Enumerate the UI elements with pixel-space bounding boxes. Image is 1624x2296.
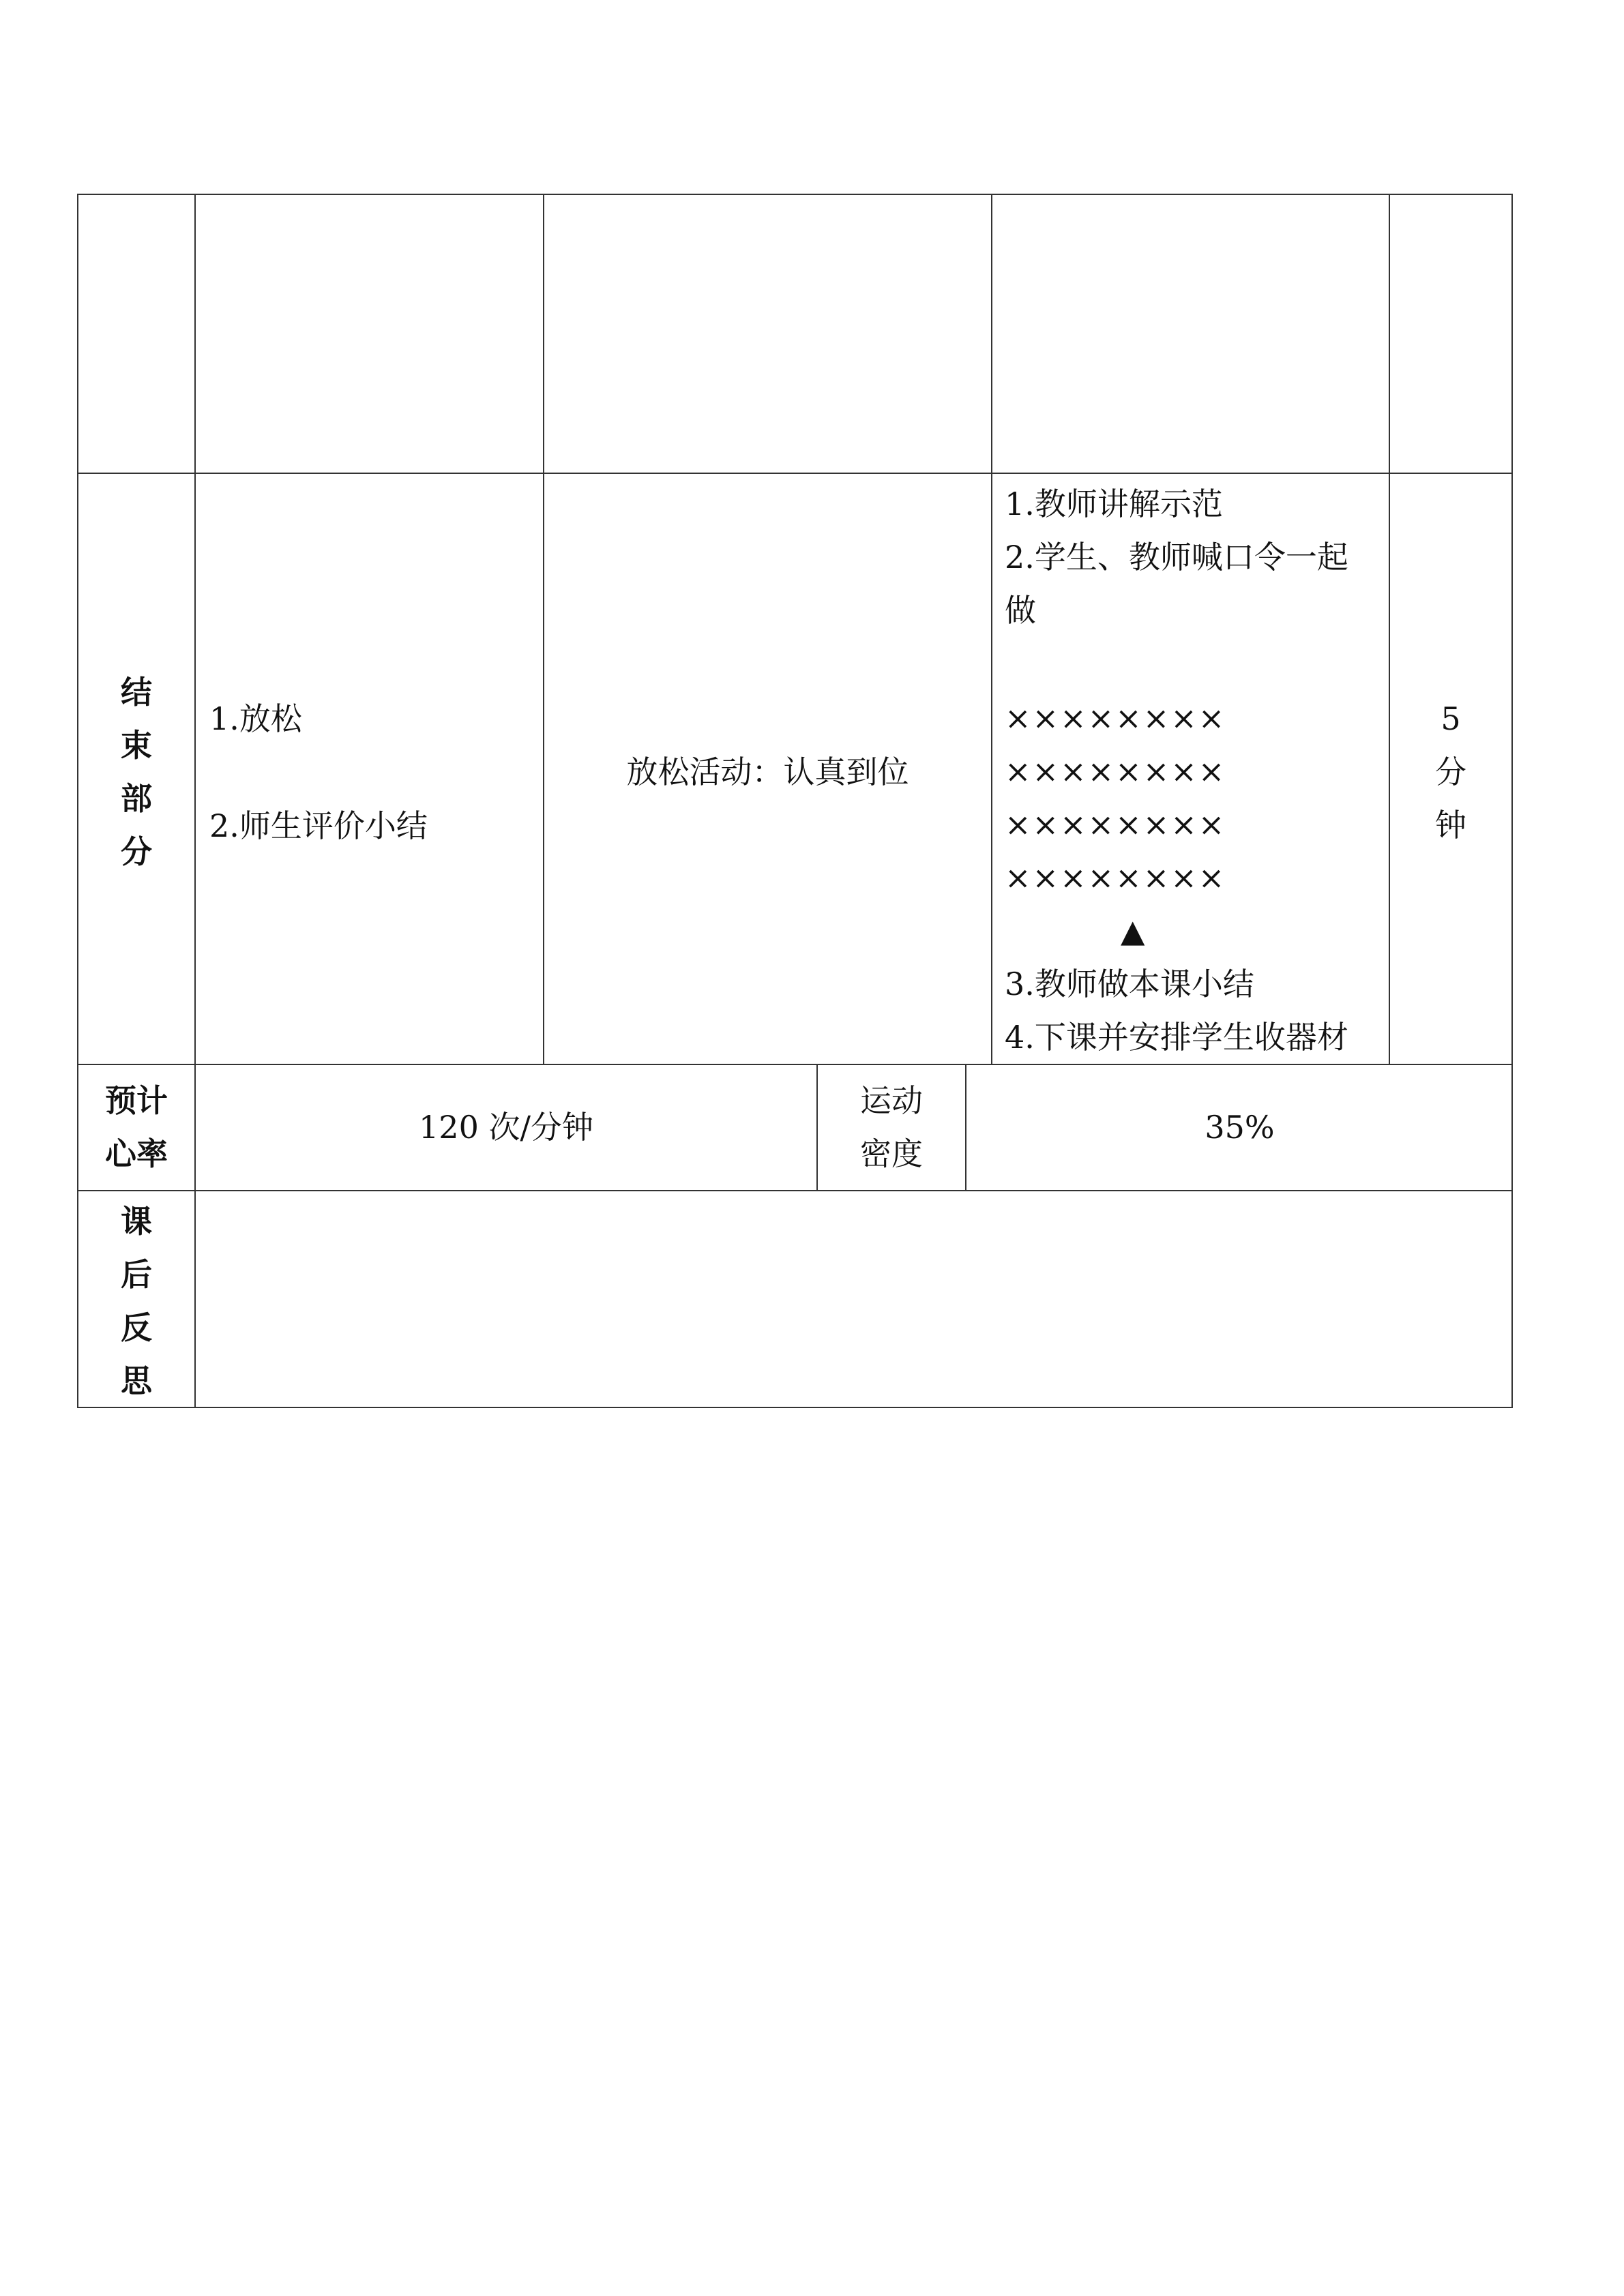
heart-rate-label-line: 心率 <box>105 1135 168 1172</box>
table-border-top <box>77 194 1513 195</box>
row-divider-1 <box>77 473 1513 474</box>
section-end-label <box>77 666 196 878</box>
time-char: 分 <box>1435 754 1466 790</box>
formation-row: ×××××××× <box>1005 859 1226 896</box>
reflection-label-char: 反 <box>121 1309 152 1346</box>
row-divider-2 <box>77 1064 1513 1065</box>
section-end-label-char: 结 <box>121 674 152 711</box>
col-divider-organization <box>1389 194 1390 1065</box>
teacher-marker-icon: ▲ <box>1121 912 1145 949</box>
density-label-line: 运动 <box>860 1082 923 1119</box>
row-divider-3 <box>77 1190 1513 1191</box>
heart-rate-label-line: 预计 <box>105 1082 168 1119</box>
section-end-label-char: 分 <box>121 833 152 870</box>
content-item: 2.师生评价小结 <box>209 807 428 844</box>
heart-rate-label <box>77 1074 196 1180</box>
reflection-label-char: 课 <box>121 1203 152 1240</box>
organization-step: 1.教师讲解示范 <box>1005 486 1223 522</box>
section-end-label-char: 部 <box>121 780 152 817</box>
formation-row: ×××××××× <box>1005 806 1226 843</box>
formation-row: ×××××××× <box>1005 700 1226 736</box>
organization-step: 2.学生、教师喊口令一起 <box>1005 539 1348 576</box>
density-label <box>816 1074 966 1180</box>
reflection-label-char: 思 <box>121 1362 152 1399</box>
time-char: 钟 <box>1435 807 1466 844</box>
col-divider-content <box>543 194 544 1065</box>
reflection-label <box>77 1195 196 1407</box>
organization-step: 做 <box>1005 592 1036 629</box>
section-end-label-char: 束 <box>121 727 152 764</box>
formation-row: ×××××××× <box>1005 753 1226 790</box>
table-border-bottom <box>77 1407 1513 1408</box>
col-divider-requirements <box>991 194 992 1065</box>
content-item: 1.放松 <box>209 700 302 737</box>
requirements-text: 放松活动：认真到位 <box>626 754 909 790</box>
density-value: 35% <box>1205 1109 1275 1146</box>
time-char: 5 <box>1441 700 1461 737</box>
time-allocation <box>1389 692 1513 852</box>
organization-step: 3.教师做本课小结 <box>1005 966 1254 1002</box>
heart-rate-value: 120 次/分钟 <box>419 1109 593 1146</box>
reflection-label-char: 后 <box>121 1256 152 1293</box>
organization-step: 4.下课并安排学生收器材 <box>1005 1019 1348 1056</box>
density-label-line: 密度 <box>860 1135 923 1172</box>
